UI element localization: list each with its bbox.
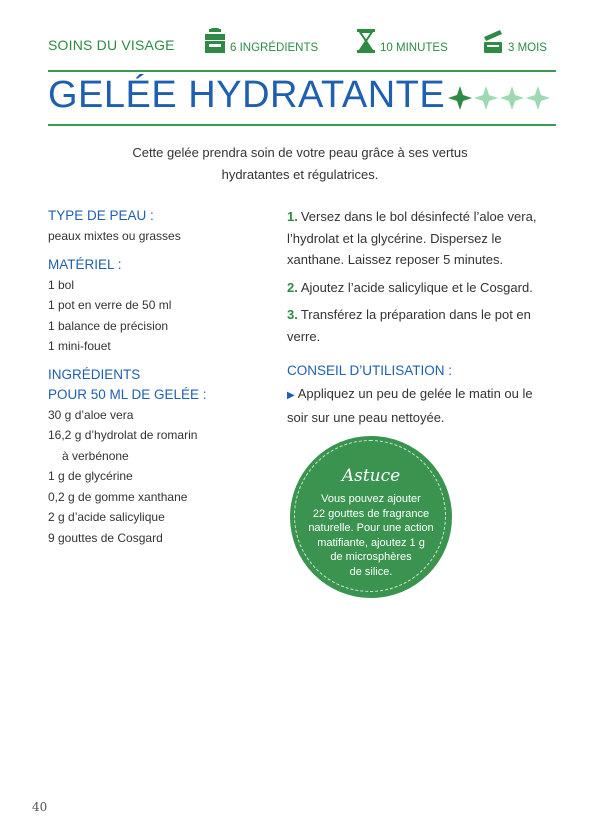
- intro-line: Cette gelée prendra soin de votre peau grâce à ses vertus: [132, 145, 468, 160]
- difficulty-star-icon-empty: [474, 86, 498, 110]
- difficulty-star-icon-empty: [526, 86, 550, 110]
- ingredients-count: 6 INGRÉDIENTS: [230, 42, 319, 54]
- intro-line: hydratantes et régulatrices.: [221, 167, 379, 182]
- tip-line: 22 gouttes de fragrance: [312, 507, 430, 520]
- ingredients-subheading: POUR 50 ML DE GELÉE :: [48, 386, 207, 402]
- skin-type-value: peaux mixtes ou grasses: [48, 229, 181, 243]
- step-text: Versez dans le bol désinfecté l’aloe vera, l’hydrolat et la glycérine. Dispersez le xanthane. Laissez reposer 5 minutes.: [287, 209, 537, 267]
- difficulty-star-icon-empty: [500, 86, 524, 110]
- step-number: 1.: [287, 209, 298, 224]
- step-3: [287, 304, 552, 347]
- tip-line: matifiante, ajoutez 1 g: [317, 536, 425, 549]
- arrow-right-icon: ▶: [287, 390, 295, 401]
- materials-heading: MATÉRIEL :: [48, 256, 122, 272]
- material-item: 1 mini-fouet: [48, 339, 111, 353]
- recipe-title: GELÉE HYDRATANTE: [48, 74, 446, 116]
- material-item: 1 pot en verre de 50 ml: [48, 298, 172, 312]
- ingredient-item: 30 g d’aloe vera: [48, 407, 134, 422]
- hourglass-icon: [356, 28, 376, 54]
- open-jar-icon: [482, 28, 504, 54]
- material-item: 1 balance de précision: [48, 318, 169, 333]
- tip-line: de silice.: [349, 565, 393, 578]
- top-divider: [48, 70, 556, 72]
- ingredient-item: 0,2 g de gomme xanthane: [48, 489, 188, 504]
- step-text: Ajoutez l’acide salicylique et le Cosgard.: [300, 279, 533, 295]
- usage-advice-text: Appliquez un peu de gelée le matin ou le soir sur une peau nettoyée.: [287, 386, 533, 425]
- title-underline: [48, 124, 556, 126]
- shelf-life: 3 MOIS: [508, 42, 547, 54]
- recipe-details-column: [48, 206, 278, 548]
- step-1: [287, 206, 552, 271]
- difficulty-rating: [448, 86, 552, 110]
- prep-time-meta: [356, 28, 448, 54]
- step-text: Transférez la préparation dans le pot en verre.: [287, 307, 531, 344]
- ingredient-item: 16,2 g d’hydrolat de romarin: [48, 428, 198, 442]
- tip-line: Vous pouvez ajouter: [321, 493, 421, 505]
- prep-time: 10 MINUTES: [380, 42, 448, 54]
- shelf-life-meta: [482, 28, 547, 54]
- ingredients-count-meta: [204, 28, 318, 54]
- ingredient-item: 9 gouttes de Cosgard: [48, 530, 163, 545]
- tip-line: naturelle. Pour une action: [308, 522, 434, 534]
- recipe-header: [48, 28, 552, 64]
- step-number: 3.: [287, 307, 298, 322]
- usage-advice: [287, 383, 552, 428]
- ingredient-item-continued: à verbénone: [62, 448, 129, 463]
- difficulty-star-icon-filled: [448, 86, 472, 110]
- tip-badge: [290, 436, 452, 598]
- ingredient-item: 1 g de glycérine: [48, 469, 133, 483]
- jar-icon: [204, 28, 226, 54]
- material-item: 1 bol: [48, 277, 75, 292]
- ingredient-item: 2 g d’acide salicylique: [48, 510, 165, 524]
- usage-advice-heading: CONSEIL D’UTILISATION :: [287, 363, 453, 378]
- tip-title: Astuce: [341, 466, 401, 486]
- ingredients-heading: INGRÉDIENTS: [48, 366, 141, 382]
- instructions-column: [287, 206, 552, 428]
- intro-text: [100, 142, 500, 186]
- page-number: 40: [32, 800, 48, 814]
- tip-text: [304, 492, 438, 579]
- tip-line: de microsphères: [330, 551, 412, 563]
- skin-type-heading: TYPE DE PEAU :: [48, 208, 154, 223]
- category-label: SOINS DU VISAGE: [48, 37, 175, 53]
- step-2: [287, 277, 552, 299]
- step-number: 2.: [287, 279, 298, 295]
